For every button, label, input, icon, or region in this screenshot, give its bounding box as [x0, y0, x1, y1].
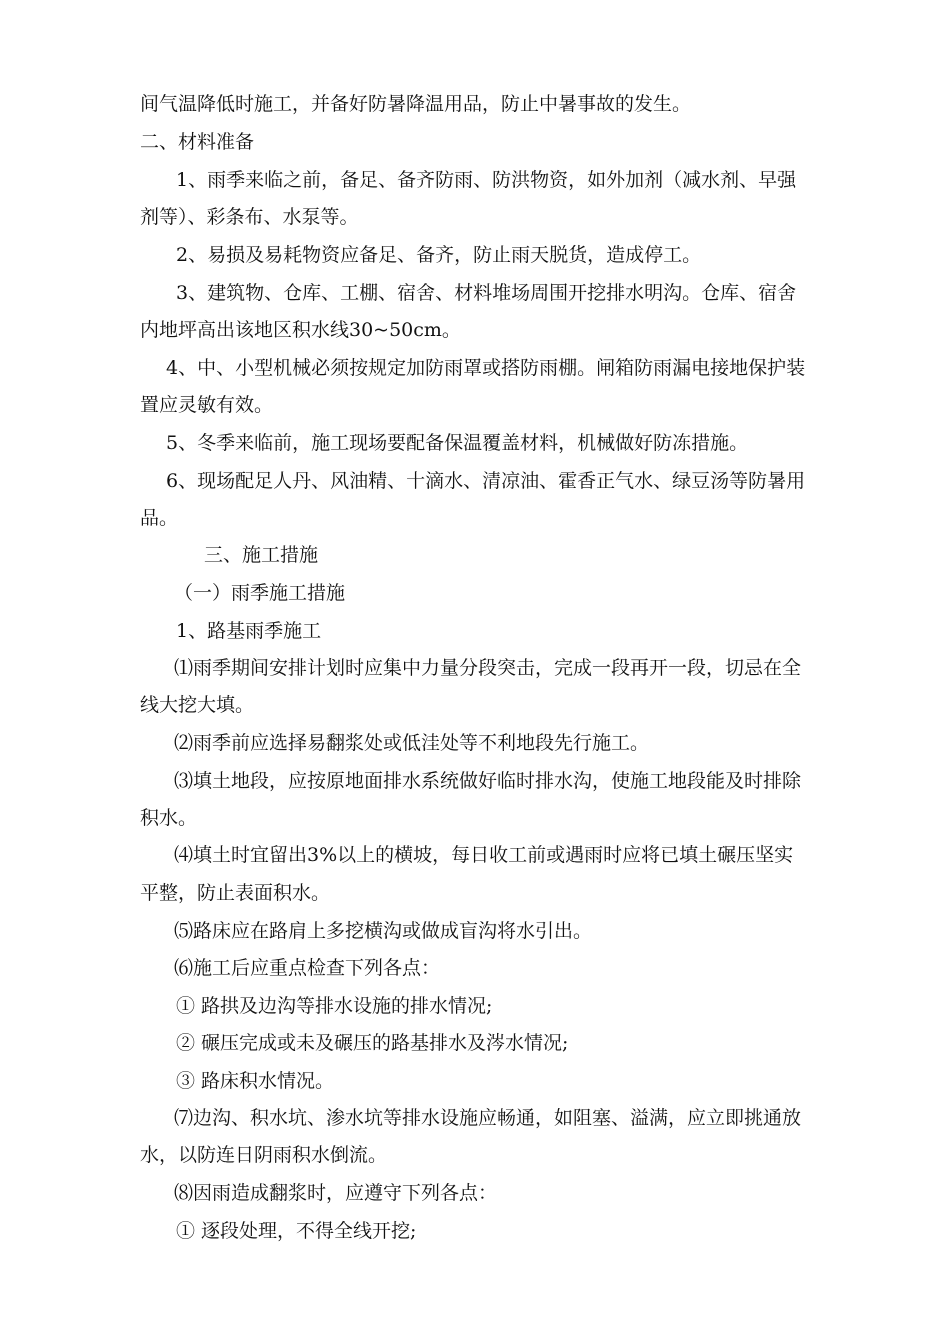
subsection-heading-rainy-season: （一）雨季施工措施 — [174, 582, 346, 604]
paragraph-line: ⑻因雨造成翻浆时，应遵守下列各点： — [174, 1182, 498, 1204]
section-heading-materials: 二、材料准备 — [140, 131, 255, 153]
paragraph-line: 间气温降低时施工，并备好防暑降温用品，防止中暑事故的发生。 — [140, 93, 692, 115]
section-heading-construction: 三、施工措施 — [204, 544, 319, 566]
paragraph-line: 4、中、小型机械必须按规定加防雨罩或搭防雨棚。闸箱防雨漏电接地保护装 — [166, 357, 806, 379]
paragraph-line: 积水。 — [140, 807, 198, 829]
paragraph-line: 5、冬季来临前，施工现场要配备保温覆盖材料，机械做好防冻措施。 — [166, 432, 749, 454]
paragraph-line: 品。 — [140, 507, 179, 529]
paragraph-line: 线大挖大填。 — [140, 694, 255, 716]
paragraph-line: 1、雨季来临之前，备足、备齐防雨、防洪物资，如外加剂（减水剂、早强 — [176, 169, 797, 191]
paragraph-line: 平整，防止表面积水。 — [140, 882, 331, 904]
paragraph-line: ⑷填土时宜留出3%以上的横坡，每日收工前或遇雨时应将已填土碾压坚实 — [174, 844, 794, 866]
item-heading-subgrade: 1、路基雨季施工 — [176, 620, 322, 642]
paragraph-line: 2、易损及易耗物资应备足、备齐，防止雨天脱货，造成停工。 — [176, 244, 702, 266]
paragraph-line: ⑺边沟、积水坑、渗水坑等排水设施应畅通，如阻塞、溢满，应立即挑通放 — [174, 1107, 802, 1129]
paragraph-line: 内地坪高出该地区积水线30~50cm。 — [140, 319, 461, 341]
paragraph-line: ⑶填土地段，应按原地面排水系统做好临时排水沟，使施工地段能及时排除 — [174, 770, 802, 792]
paragraph-line: 水，以防连日阴雨积水倒流。 — [140, 1144, 388, 1166]
paragraph-line: 剂等）、彩条布、水泵等。 — [140, 206, 359, 228]
list-item: ① 路拱及边沟等排水设施的排水情况; — [176, 995, 493, 1017]
paragraph-line: 6、现场配足人丹、风油精、十滴水、清凉油、霍香正气水、绿豆汤等防暑用 — [166, 470, 806, 492]
list-item: ② 碾压完成或未及碾压的路基排水及涔水情况; — [176, 1032, 569, 1054]
paragraph-line: ⑹施工后应重点检查下列各点： — [174, 957, 441, 979]
paragraph-line: ⑵雨季前应选择易翻浆处或低洼处等不利地段先行施工。 — [174, 732, 650, 754]
list-item: ③ 路床积水情况。 — [176, 1070, 335, 1092]
paragraph-line: 3、建筑物、仓库、工棚、宿舍、材料堆场周围开挖排水明沟。仓库、宿舍 — [176, 282, 797, 304]
list-item: ① 逐段处理，不得全线开挖; — [176, 1220, 417, 1242]
paragraph-line: ⑴雨季期间安排计划时应集中力量分段突击，完成一段再开一段，切忌在全 — [174, 657, 802, 679]
paragraph-line: 置应灵敏有效。 — [140, 394, 274, 416]
paragraph-line: ⑸路床应在路肩上多挖横沟或做成盲沟将水引出。 — [174, 920, 593, 942]
